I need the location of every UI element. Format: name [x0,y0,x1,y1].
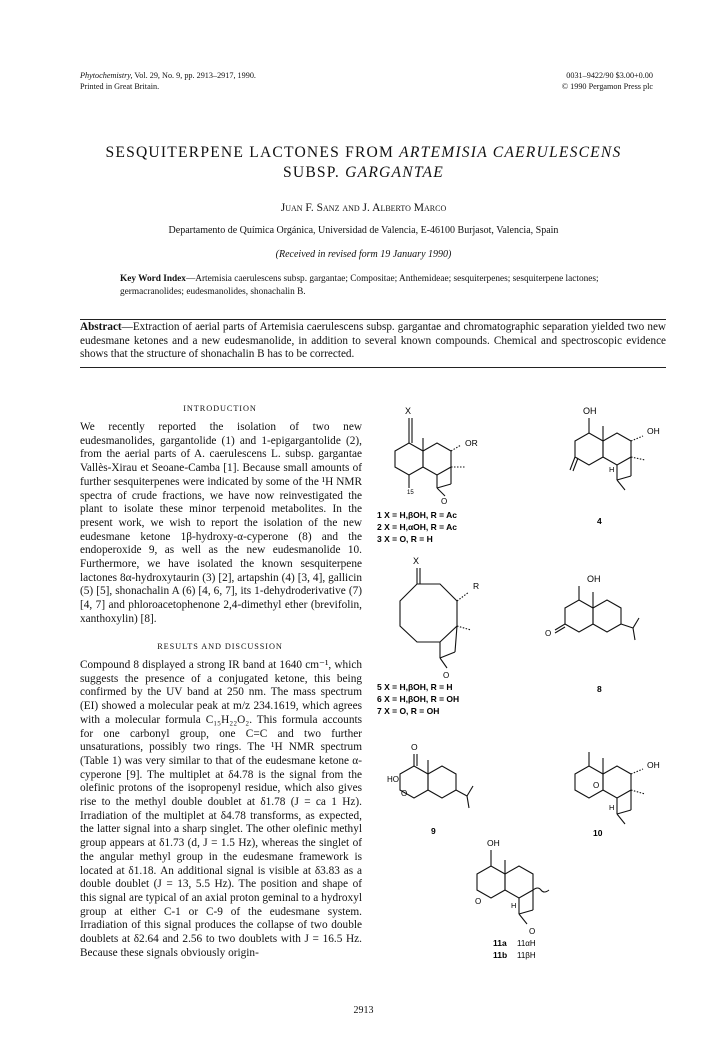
title-line1-italic: ARTEMISIA CAERULESCENS [399,144,622,161]
s4-num: 4 [597,516,602,526]
s5-r: R [473,581,480,591]
paper-title [0,143,727,183]
copyright: © 1990 Pergamon Press plc [561,82,653,91]
s5-x: X [413,556,420,566]
s11-o: O [475,897,482,906]
structure-4 [570,418,645,490]
printed-in: Printed in Great Britain. [80,82,160,91]
page-number: 2913 [353,1005,374,1016]
introduction-text: We recently reported the isolation of two new eudesmanolides, gargantolide (1) and 1-epigargantolide (2), from the aerial parts of A. caerulescens L. subsp. gargantae Vallès-Xirau et Seoane-Camba [1]. Because small amounts of further sesquiterpenes were indicated by some of the ¹H NMR spectra of crude fractions, we have now reinvestigated the plant to isolate these minor terpenoid metabolites. In the present work, we wish to report the isolation of the new eudesmane ketone 1β-hydroxy-α-cyperone (8) and the endoperoxide 9, as well as the new eudesmanolide 10. Furthermore, we have isolated the known sesquiterpene lactones 8α-hydroxytaurin (3) [2], artapshin (4) [3, 4], gallicin (5) [5], shonachalin A (6) [4, 6, 7], its 1-dehydroderivative (7) [4, 7] and phloroacetophenone 2,4-dimethyl ether (brevifolin, xanthoxylin) [8]. [80,421,362,625]
s1-or: OR [465,438,478,448]
s10-h: H [609,803,615,812]
s9-o: O [411,742,418,752]
s8-o: O [545,629,552,638]
s11b-num: 11b [493,950,508,960]
s11-h: H [511,901,517,910]
structure-1-3 [395,418,465,496]
s1-lactone-o: O [441,497,448,506]
received-date: (Received in revised form 19 January 1990) [275,249,452,260]
journal-citation [80,70,256,92]
results-heading: RESULTS AND DISCUSSION [157,642,283,651]
s5-line2: 6 X = H,βOH, R = OH [377,694,460,704]
title-line2: SUBSP. [282,164,346,181]
structure-drawings [365,396,665,986]
structure-8 [555,586,639,640]
s8-num: 8 [597,684,602,694]
journal-volume: Vol. 29, No. 9, pp. 2913–2917, 1990. [132,71,256,80]
s5-line3: 7 X = O, R = OH [377,706,440,716]
s1-line1: 1 X = H,βOH, R = Ac [377,510,457,520]
s5-lactone-o: O [443,671,450,680]
s4-h: H [609,465,615,474]
s10-oh: OH [647,760,660,770]
structure-9 [400,754,473,808]
structure-11 [477,850,549,924]
s11-lactone-o: O [529,927,536,936]
structures-panel [365,396,665,986]
authors: Juan F. Sanz and J. Alberto Marco [280,202,447,214]
abstract-bottom-rule [80,367,666,368]
title-line2-italic: GARGANTAE [345,164,445,181]
s10-o: O [593,781,600,790]
keywords-text: —Artemisia caerulescens subsp. gargantae; Compositae; Anthemideae; sesquiterpenes; sesquiterpene lactones; germacranolides; eudesmanolides, shonachalin B. [120,274,599,297]
s9-o2: O [401,789,408,798]
s1-line2: 2 X = H,αOH, R = Ac [377,522,458,532]
s5-line1: 5 X = H,βOH, R = H [377,682,453,692]
s8-oh: OH [587,574,601,584]
title-line1: SESQUITERPENE LACTONES FROM [105,144,400,161]
structure-5-7 [400,568,471,668]
results-text: Compound 8 displayed a strong IR band at 1640 cm⁻¹, which suggests the presence of a conjugated ketone, this being confirmed by the UV band at 250 nm. The mass spectrum (EI) showed a molecular peak at m/z 234.1619, which agrees with a molecular formula C₁₅H₂₂O₂. This formula accounts for one carbonyl group, one C=C and two further unsaturations, possibly two rings. The ¹H NMR spectrum (Table 1) was very similar to that of the eudesmane ketone α-cyperone [9]. The multiplet at δ4.78 is the signal from the olefinic protons of the isopropenyl residue, which also gives rise to the methyl double doublet at δ1.78 (J = ca 1 Hz). Irradiation of the multiplet at δ4.78 transforms, as expected, the latter signal into a sharp singlet. The other olefinic methyl group appears at δ1.73 (d, J = 1.5 Hz), whereas the singlet of the angular methyl group in the eudesmane framework is located at δ1.18. An additional signal is visible at δ3.83 as a double doublet (J = 13, 5.5 Hz). The position and shape of this signal are typical of an axial proton geminal to a hydroxyl group at either C-1 or C-9 of the eudesmane system. Irradiation of this signal produces the collapse of two double doublets at δ2.64 and 2.56 to two doublets with J = 16.5 Hz. Because these signals obviously origin- [80,659,362,959]
s9-num: 9 [431,826,436,836]
journal-name: Phytochemistry, [80,71,133,80]
s1-line3: 3 X = O, R = H [377,534,433,544]
abstract-label: Abstract [80,321,122,333]
s11b-desc: 11βH [517,951,536,960]
abstract-text: —Extraction of aerial parts of Artemisia caerulescens subsp. gargantae and chromatographic separation yielded two new eudesmane ketones and a new eudesmanolide, in addition to several known compounds. Chemical and spectroscopic evidence shows that the structure of shonachalin B has to be corrected. [80,321,666,360]
s1-num15: 15 [407,490,414,496]
structure-10 [575,752,645,824]
s9-ho: HO [387,775,399,784]
s4-oh-top: OH [583,406,597,416]
s11a-desc: 11αH [517,939,536,948]
keywords-label: Key Word Index [120,274,186,284]
abstract-top-rule [80,319,666,320]
affiliation: Departamento de Química Orgánica, Universidad de Valencia, E-46100 Burjasot, Valencia, Spain [168,225,559,236]
abstract [80,321,666,362]
issn-code: 0031–9422/90 $3.00+0.00 [566,71,653,80]
s11a-num: 11a [493,938,507,948]
s11-oh: OH [487,838,500,848]
s10-num: 10 [593,828,603,838]
s1-x: X [405,406,412,416]
keywords [120,273,628,298]
publisher-info [562,70,653,92]
s4-oh-right: OH [647,426,660,436]
introduction-heading: INTRODUCTION [183,404,257,413]
